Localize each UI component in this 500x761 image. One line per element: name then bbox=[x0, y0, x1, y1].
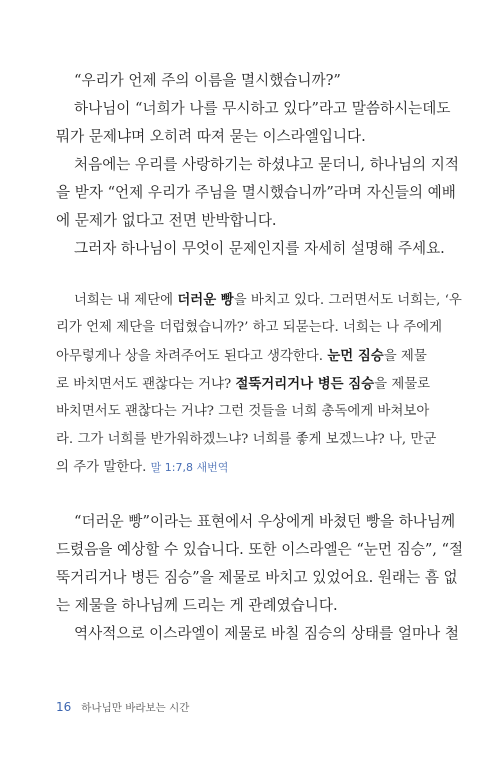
emphasis-text: 더러운 빵 bbox=[177, 292, 234, 308]
scripture-reference: 말 1:7,8 새번역 bbox=[150, 461, 229, 474]
verse-line: 로 바치면서도 괜찮다는 거냐? 절뚝거리거나 병든 짐승을 제물로 bbox=[56, 376, 431, 392]
page-number: 16 bbox=[56, 700, 72, 714]
verse-line: 바치면서도 괜찮다는 거냐? 그런 것들을 너희 총독에게 바쳐보아 bbox=[56, 404, 430, 419]
verse-line: 아무렇게나 상을 차려주어도 된다고 생각한다. 눈먼 짐승을 제물 bbox=[56, 348, 427, 364]
intro-line: 그러자 하나님이 무엇이 문제인지를 자세히 설명해 주세요. bbox=[74, 240, 445, 257]
intro-line: 하나님이 “너희가 나를 무시하고 있다”라고 말씀하시는데도 bbox=[74, 100, 451, 117]
book-title: 하나님만 바라보는 시간 bbox=[81, 702, 190, 714]
body-line: 는 제물을 하나님께 드리는 게 관례였습니다. bbox=[56, 597, 338, 614]
verse-line: 리가 언제 제단을 더럽혔습니까?’ 하고 되묻는다. 너희는 나 주에게 bbox=[56, 320, 443, 335]
body-paragraphs bbox=[56, 508, 464, 648]
intro-line: “우리가 언제 주의 이름을 멸시했습니까?” bbox=[74, 72, 341, 89]
scripture-quote bbox=[56, 286, 462, 482]
body-line: 역사적으로 이스라엘이 제물로 바칠 짐승의 상태를 얼마나 철 bbox=[74, 625, 459, 642]
emphasis-text: 눈먼 짐승 bbox=[327, 348, 384, 364]
verse-line: 너희는 내 제단에 더러운 빵을 바치고 있다. 그러면서도 너희는, ‘우 bbox=[74, 292, 462, 308]
intro-line: 을 받자 “언제 우리가 주님을 멸시했습니까”라며 자신들의 예배 bbox=[56, 184, 456, 201]
body-line: “더러운 빵”이라는 표현에서 우상에게 바쳤던 빵을 하나님께 bbox=[74, 513, 456, 530]
page-footer bbox=[56, 700, 189, 715]
intro-paragraphs bbox=[56, 67, 459, 263]
verse-line: 의 주가 말한다. 말 1:7,8 새번역 bbox=[56, 460, 229, 475]
emphasis-text: 절뚝거리거나 병든 짐승 bbox=[235, 376, 375, 392]
verse-line: 라. 그가 너희를 반가워하겠느냐? 너희를 좋게 보겠느냐? 나, 만군 bbox=[56, 432, 437, 447]
intro-line: 뭐가 문제냐며 오히려 따져 묻는 이스라엘입니다. bbox=[56, 128, 366, 145]
intro-line: 처음에는 우리를 사랑하기는 하셨냐고 묻더니, 하나님의 지적 bbox=[74, 156, 459, 173]
intro-line: 에 문제가 없다고 전면 반박합니다. bbox=[56, 212, 277, 229]
body-line: 뚝거리거나 병든 짐승”을 제물로 바치고 있었어요. 원래는 흠 없 bbox=[56, 569, 458, 586]
body-line: 드렸음을 예상할 수 있습니다. 또한 이스라엘은 “눈먼 짐승”, “절 bbox=[56, 541, 464, 558]
